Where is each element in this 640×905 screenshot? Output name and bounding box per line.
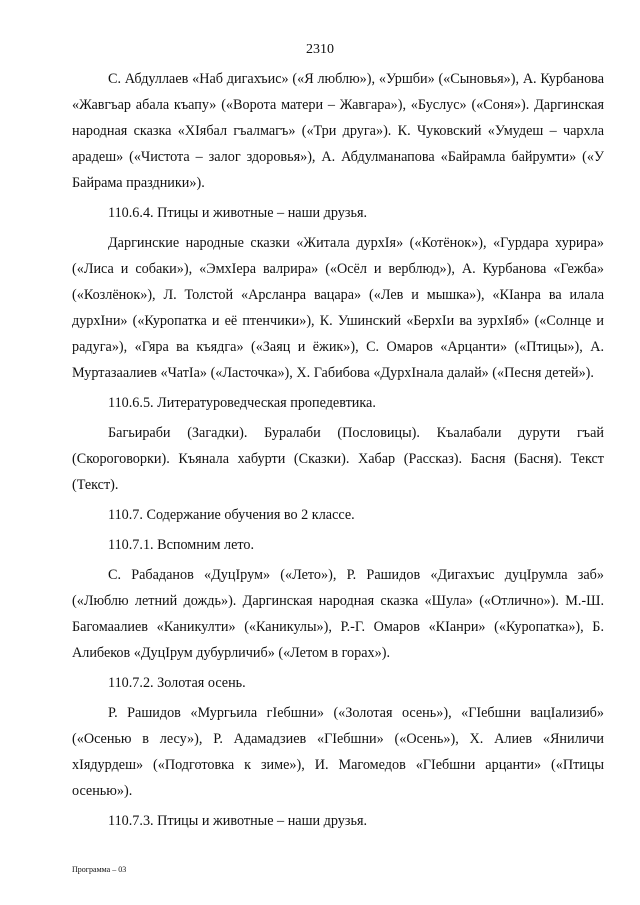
paragraph: С. Абдуллаев «Наб дигахъис» («Я люблю»), «Уршби» («Сыновья»), А. Курбанова «Жавгъар абала къапу» («Ворота матери – Жавгара»), «Буслус» («Соня»). Даргинская народная сказка «ХIябал гъалмагъ» («Три друга»). К. Чуковский «Умудеш – чархла арадеш» («Чистота – залог здоровья»), А. Абдулманапова «Байрамла байрумти» («У Байрама праздники»). bbox=[72, 71, 604, 191]
page-number: 2310 bbox=[306, 42, 334, 57]
paragraph: С. Рабаданов «ДуцIрум» («Лето»), Р. Рашидов «Дигахъис дуцIрумла заб» («Люблю летний дождь»). Даргинская народная сказка «Шула» («Отлично»). М.-Ш. Багомаалиев «Каникулти» («Каникулы»), Р.-Г. Омаров «КIанри» («Куропатка»), Б. Алибеков «ДуцIрум дубурличиб» («Летом в горах»). bbox=[72, 567, 604, 661]
paragraph: Р. Рашидов «Мургьила гIебшни» («Золотая осень»), «ГIебшни вацIализиб» («Осенью в лесу»), Р. Адамадзиев «ГIебшни» («Осень»), Х. Алиев «Яниличи хIядурдеш» («Подготовка к зиме»), И. Магомедов «ГIебшни арцанти» («Птицы осенью»). bbox=[72, 705, 604, 799]
document-body bbox=[72, 66, 604, 838]
section-heading: 110.7.2. Золотая осень. bbox=[108, 675, 246, 691]
footer-label: Программа – 03 bbox=[72, 865, 127, 874]
section-heading: 110.6.5. Литературоведческая пропедевтика. bbox=[108, 395, 376, 411]
section-heading: 110.7. Содержание обучения во 2 классе. bbox=[108, 507, 355, 523]
paragraph: Багьираби (Загадки). Буралаби (Пословицы). Къалабали дурути гъай (Скороговорки). Къянала хабурти (Сказки). Хабар (Рассказ). Басня (Басня). Текст (Текст). bbox=[72, 425, 604, 493]
section-heading: 110.6.4. Птицы и животные – наши друзья. bbox=[108, 205, 368, 221]
section-heading: 110.7.3. Птицы и животные – наши друзья. bbox=[108, 813, 368, 829]
section-heading: 110.7.1. Вспомним лето. bbox=[108, 537, 255, 553]
paragraph: Даргинские народные сказки «Житала дурхIя» («Котёнок»), «Гурдара хурира» («Лиса и собаки»), «ЭмхIера валрира» («Осёл и верблюд»), А. Курбанова «Гежба» («Козлёнок»), Л. Толстой «Арсланра вацара» («Лев и мышка»), «КIанра ва илала дурхIни» («Куропатка и её птенчики»), К. Ушинский «БерхIи ва зурхIяб» («Солнце и радуга»), «Гяра ва къядга» («Заяц и ёжик»), С. Омаров «Арцанти» («Птицы»), А. Муртазаалиев «ЧатIа» («Ласточка»), Х. Габибова «ДурхIнала далай» («Песня детей»). bbox=[72, 235, 604, 381]
